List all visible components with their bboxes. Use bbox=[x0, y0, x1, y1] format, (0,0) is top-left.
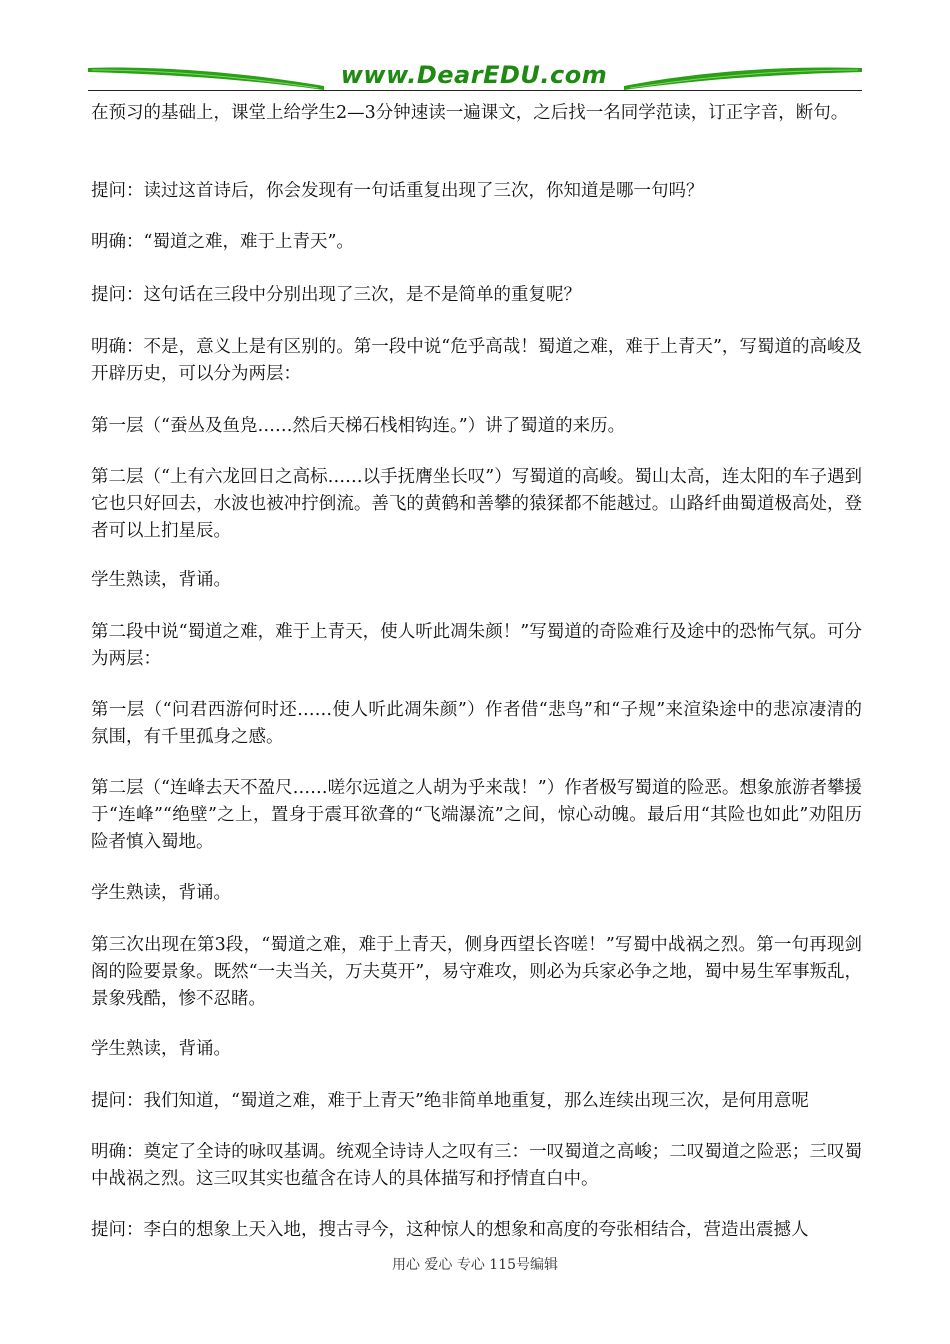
site-logo: www.DearEDU.com bbox=[340, 61, 608, 89]
paragraph: 学生熟读，背诵。 bbox=[91, 883, 231, 903]
header-divider bbox=[88, 90, 862, 91]
paragraph: 第二层（“上有六龙回日之高标……以手抚膺坐长叹”）写蜀道的高峻。蜀山太高，连太阳的车子遇到它也只好回去，水波也被冲拧倒流。善飞的黄鹤和善攀的猿猱都不能越过。山路纤曲蜀道极高处，登者可以上扪星辰。 bbox=[91, 467, 862, 541]
paragraph: 明确：奠定了全诗的咏叹基调。统观全诗诗人之叹有三：一叹蜀道之高峻；二叹蜀道之险恶；三叹蜀中战祸之烈。这三叹其实也蕴含在诗人的具体描写和抒情直白中。 bbox=[91, 1142, 862, 1189]
paragraph: 提问：我们知道，“蜀道之难，难于上青天”绝非简单地重复，那么连续出现三次，是何用意呢 bbox=[91, 1091, 809, 1111]
paragraph: 明确：不是，意义上是有区别的。第一段中说“危乎高哉！蜀道之难，难于上青天”，写蜀道的高峻及开辟历史，可以分为两层： bbox=[91, 337, 862, 384]
paragraph: 第二段中说“蜀道之难，难于上青天，使人听此凋朱颜！”写蜀道的奇险难行及途中的恐怖气氛。可分为两层： bbox=[91, 622, 862, 669]
paragraph: 学生熟读，背诵。 bbox=[91, 570, 231, 590]
paragraph: 第一层（“问君西游何时还……使人听此凋朱颜”）作者借“悲鸟”和“子规”来渲染途中的悲凉凄清的氛围，有千里孤身之感。 bbox=[91, 700, 862, 747]
paragraph: 提问：读过这首诗后，你会发现有一句话重复出现了三次，你知道是哪一句吗？ bbox=[91, 181, 704, 201]
paragraph: 第三次出现在第3段，“蜀道之难，难于上青天，侧身西望长咨嗟！”写蜀中战祸之烈。第一句再现剑阁的险要景象。既然“一夫当关，万夫莫开”，易守难攻，则必为兵家必争之地，蜀中易生军事叛乱，景象残酷，惨不忍睹。 bbox=[91, 935, 862, 1009]
paragraph: 在预习的基础上，课堂上给学生2—3分钟速读一遍课文，之后找一名同学范读，订正字音，断句。 bbox=[91, 103, 849, 123]
paragraph: 明确：“蜀道之难，难于上青天”。 bbox=[91, 232, 354, 252]
page-footer: 用心 爱心 专心 115号编辑 bbox=[391, 1257, 559, 1273]
paragraph: 第一层（“蚕丛及鱼凫……然后天梯石栈相钩连。”）讲了蜀道的来历。 bbox=[91, 416, 626, 436]
paragraph: 第二层（“连峰去天不盈尺……嗟尔远道之人胡为乎来哉！”）作者极写蜀道的险恶。想象旅游者攀援于“连峰”“绝壁”之上，置身于震耳欲聋的“飞端瀑流”之间，惊心动魄。最后用“其险也如此”劝阻历险者慎入蜀地。 bbox=[91, 778, 862, 852]
page-header bbox=[88, 56, 862, 106]
paragraph: 学生熟读，背诵。 bbox=[91, 1039, 231, 1059]
paragraph: 提问：李白的想象上天入地，搜古寻今，这种惊人的想象和高度的夸张相结合，营造出震撼人 bbox=[91, 1220, 809, 1240]
paragraph: 提问：这句话在三段中分别出现了三次，是不是简单的重复呢？ bbox=[91, 285, 581, 305]
